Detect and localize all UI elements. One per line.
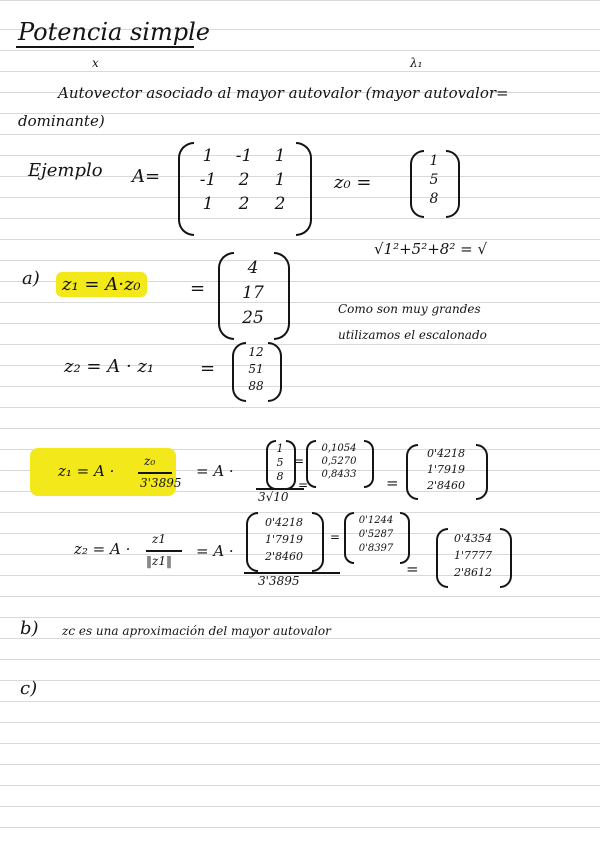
z1-entry: 0'4218: [264, 516, 304, 529]
equals-sign: =: [298, 478, 309, 492]
z2-entry: 12: [248, 345, 264, 359]
z0-vector: [420, 152, 448, 209]
z2-result-entry: 0'4354: [453, 532, 493, 545]
z2-normalized-lhs: z₂ = A ·: [74, 540, 131, 558]
z2-vector: [240, 344, 272, 395]
matrix-cell: 1: [202, 194, 214, 214]
equals-sign: =: [330, 530, 341, 544]
z1-entry: 25: [242, 308, 264, 328]
mark-lambda: λ₁: [410, 56, 423, 70]
z0-norm-denominator: 3√10: [258, 490, 289, 504]
z2-result-vector: [444, 530, 502, 581]
z0-entry: 8: [276, 470, 284, 483]
root-note: √1²+5²+8² = √: [374, 240, 488, 258]
mark-x: x: [92, 56, 99, 70]
z0-entry: 5: [276, 456, 284, 469]
z2-result-entry: 2'8612: [453, 566, 493, 579]
z1-result-entry: 1'7919: [426, 463, 466, 476]
z0-norm-entry: 0,1054: [321, 443, 357, 454]
fraction-denominator: ‖z1‖: [146, 554, 172, 568]
z0-norm-entry: 0,5270: [321, 456, 357, 467]
part-b-text: zc es una aproximación del mayor autovalor: [62, 624, 331, 638]
z1-normalized-lhs: z₁ = A ·: [58, 462, 115, 480]
z2-result-entry: 1'7777: [453, 549, 493, 562]
title-underline: [16, 46, 194, 48]
z1-entry: 1'7919: [264, 533, 304, 546]
part-a-label: a): [22, 268, 40, 289]
fraction-numerator: z₀: [144, 454, 156, 468]
matrix-cell: 1: [274, 170, 286, 190]
z0-label: z₀ =: [334, 172, 372, 193]
z0-paren-right: [446, 150, 460, 218]
note-line-1: Como son muy grandes: [338, 302, 481, 316]
fraction-denominator: 3'3895: [140, 476, 182, 490]
z1-normalized-vector: [350, 514, 402, 556]
matrix-name: A=: [132, 166, 161, 187]
equals-sign: =: [190, 278, 206, 299]
equals-sign: =: [200, 358, 216, 379]
matrix-cell: 2: [238, 194, 250, 214]
z1-vector: [230, 256, 276, 331]
z1-norm-entry: 0'8397: [358, 543, 394, 554]
z1-norm-entry: 0'5287: [358, 529, 394, 540]
z1-norm-entry: 0'1244: [358, 515, 394, 526]
equals-sign: =: [294, 454, 305, 468]
matrix-cell: 1: [274, 146, 286, 166]
z1-result-vector: [414, 446, 478, 494]
z2-entry: 88: [248, 379, 264, 393]
z1-small-vector: [254, 514, 314, 565]
intro-line-2: dominante): [18, 112, 105, 130]
z1-equation-highlight: z₁ = A·z₀: [56, 272, 147, 297]
matrix-cell: 2: [274, 194, 286, 214]
fraction-bar: [138, 472, 172, 474]
z0-normalized-vector: [312, 442, 366, 481]
part-b-label: b): [20, 618, 39, 639]
z0-entry: 1: [429, 153, 439, 169]
z0-entry: 1: [276, 442, 284, 455]
z2-entry: 51: [248, 362, 264, 376]
z1-entry: 17: [242, 283, 264, 303]
z1-norm-denominator: 3'3895: [258, 574, 300, 588]
z0-entry: 5: [429, 172, 439, 188]
matrix-cell: 1: [202, 146, 214, 166]
z2-equation: z₂ = A · z₁: [64, 356, 155, 377]
matrix-cell: -1: [199, 170, 217, 190]
z1-entry: 4: [247, 258, 259, 278]
z0-small-vector: [272, 442, 288, 484]
page-title: Potencia simple: [18, 18, 210, 46]
z1-result-entry: 0'4218: [426, 447, 466, 460]
example-label: Ejemplo: [28, 160, 103, 181]
equals-a: = A ·: [196, 542, 234, 560]
fraction-numerator: z1: [152, 532, 166, 546]
z0-norm-entry: 0,8433: [321, 469, 357, 480]
z1-entry: 2'8460: [264, 550, 304, 563]
equals-sign: =: [386, 474, 399, 492]
matrix-paren-right: [296, 142, 312, 236]
matrix-cell: 2: [238, 170, 250, 190]
matrix-cell: -1: [235, 146, 253, 166]
part-c-label: c): [20, 678, 38, 699]
z1-result-entry: 2'8460: [426, 479, 466, 492]
equals-a: = A ·: [196, 462, 234, 480]
z0-entry: 8: [429, 191, 439, 207]
matrix-a: [190, 146, 298, 214]
intro-line-1: Autovector asociado al mayor autovalor (mayor autovalor=: [58, 84, 509, 102]
equals-sign: =: [406, 560, 419, 578]
note-line-2: utilizamos el escalonado: [338, 328, 487, 342]
fraction-bar: [146, 550, 182, 552]
z1-paren-right: [274, 252, 290, 340]
